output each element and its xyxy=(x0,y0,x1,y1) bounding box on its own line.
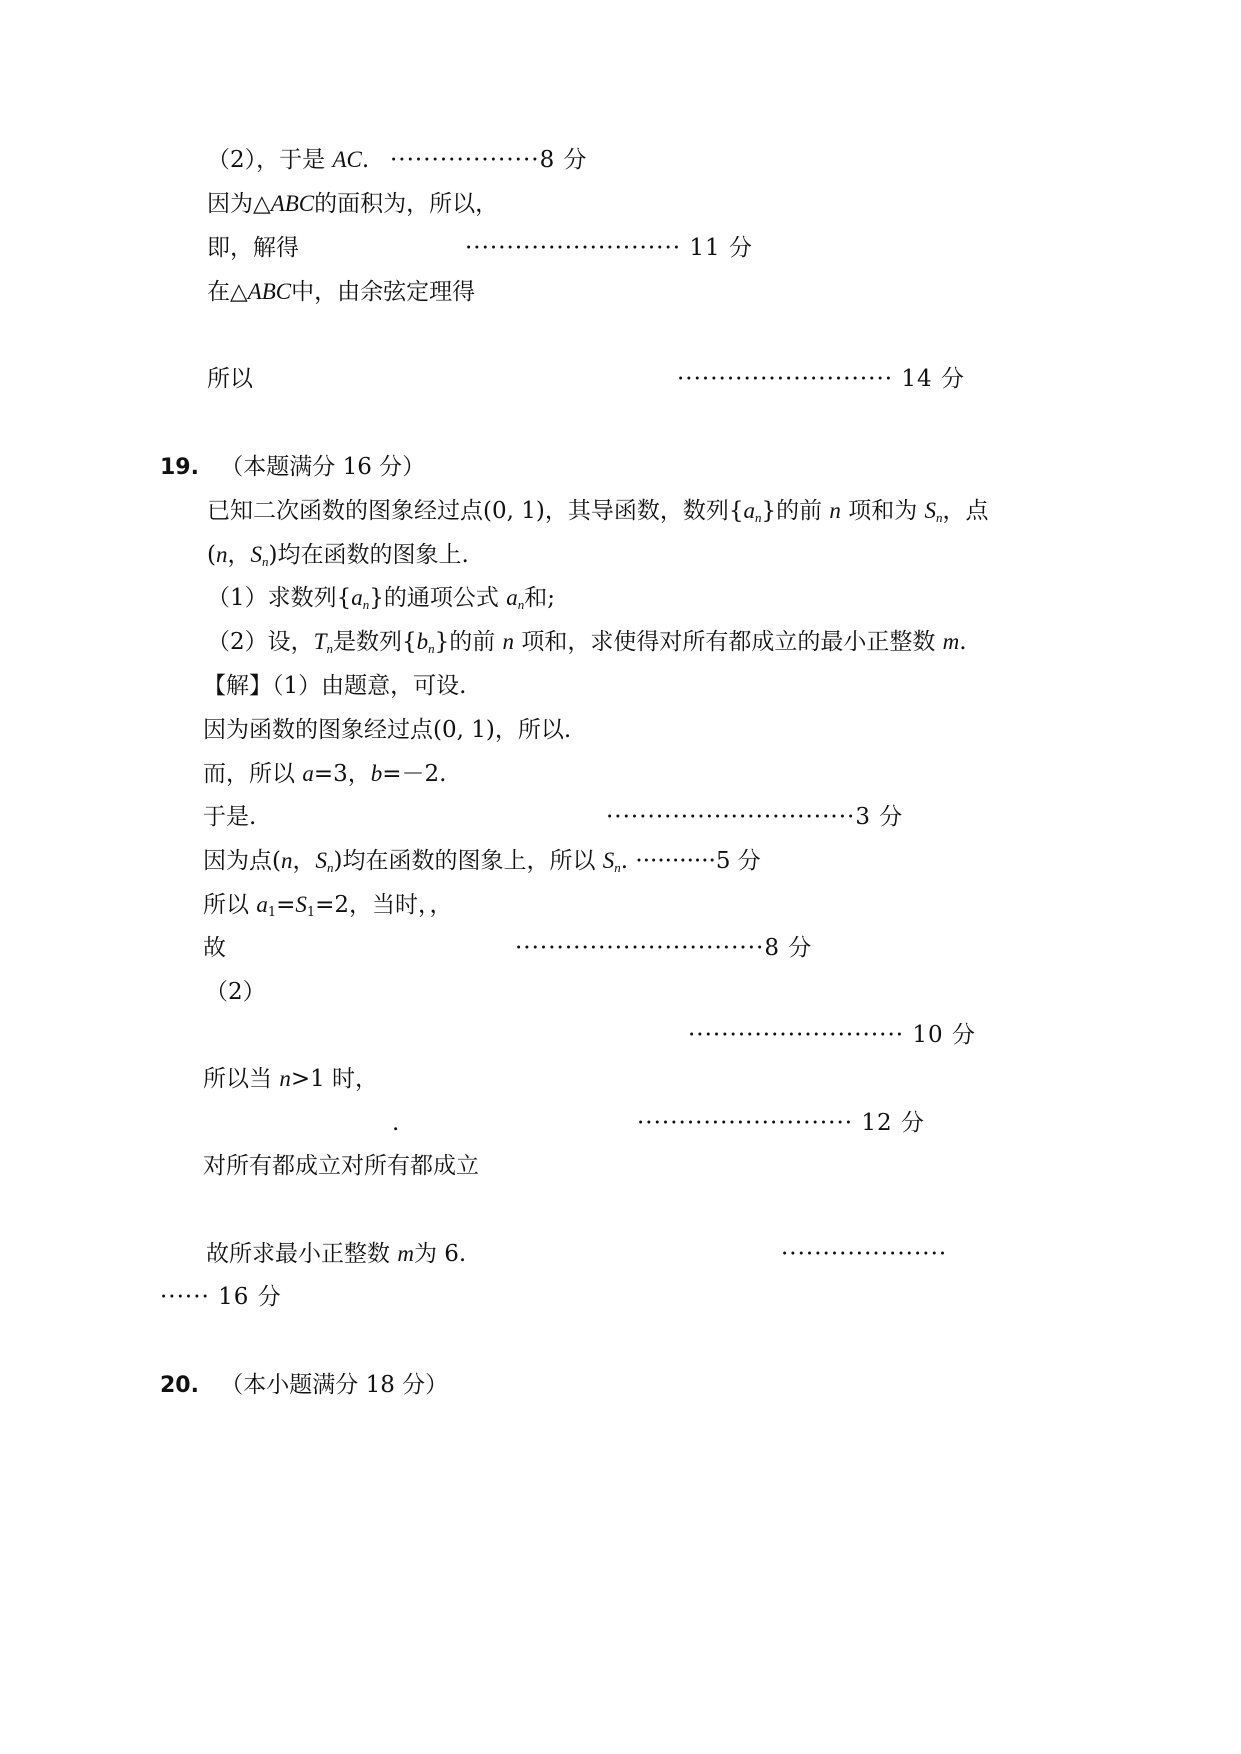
line-therefore: 所以 xyxy=(207,366,253,392)
solution-line-5: 因为点(n，$S_n$)均在函数的图象上，所以 $S_n$. ···········5 分 xyxy=(203,848,761,875)
solution-line-10: 所以当 n>1 时， xyxy=(203,1066,379,1092)
problem-line-2: (n，$S_n$)均在函数的图象上. xyxy=(207,542,469,569)
solution-line-4: 于是. xyxy=(203,804,257,830)
solution-line-7: 故 xyxy=(203,935,226,961)
score-3: ······························3 分 xyxy=(606,804,904,830)
question-points: （本小题满分 18 分） xyxy=(220,1372,449,1398)
line-cosine: 在△ABC中，由余弦定理得 xyxy=(207,279,476,305)
problem-part-1: （1）求数列$\{a_n\}$的通项公式 $a_n$和; xyxy=(207,585,555,612)
solution-part-2: （2） xyxy=(205,979,266,1005)
solution-line-11-dot: . xyxy=(392,1110,400,1136)
solution-line-3: 而，所以 a=3，b=－2. xyxy=(203,761,447,787)
line-area: 因为△ABC的面积为，所以， xyxy=(207,191,499,217)
problem-part-2: （2）设，$T_n$是数列$\{b_n\}$的前 n 项和，求使得对所有都成立的最小正整数 m. xyxy=(207,629,967,656)
question-number: 20. xyxy=(160,1373,199,1398)
score-11: ·························· 11 分 xyxy=(465,235,753,261)
question-number: 19. xyxy=(160,455,199,480)
score-12: ·························· 12 分 xyxy=(637,1110,925,1136)
question-19-header xyxy=(160,452,425,483)
score-8: ··················8 分 xyxy=(390,147,588,173)
solution-line-1: 【解】（1）由题意，可设. xyxy=(203,673,467,699)
line-solve: 即，解得 xyxy=(207,235,299,261)
score-10: ·························· 10 分 xyxy=(688,1022,976,1048)
score-16-dots: ···················· xyxy=(781,1241,948,1267)
solution-line-6: 所以 $a_1=S_1=2$，当时，， xyxy=(203,892,453,920)
line-ac: （2），于是 AC. xyxy=(207,147,370,173)
problem-line-1: 已知二次函数的图象经过点(0, 1)，其导函数，数列$\{a_n\}$的前 n 项和为 $S_n$，点 xyxy=(207,498,989,525)
solution-line-2: 因为函数的图象经过点(0, 1)，所以. xyxy=(203,717,572,743)
question-points: （本题满分 16 分） xyxy=(220,454,426,480)
score-8b: ······························8 分 xyxy=(515,935,813,961)
solution-line-12: 对所有都成立对所有都成立 xyxy=(203,1153,479,1179)
question-20-header xyxy=(160,1370,448,1401)
score-14: ·························· 14 分 xyxy=(677,366,965,392)
score-16: ······ 16 分 xyxy=(160,1284,282,1310)
solution-line-13: 故所求最小正整数 m为 6. xyxy=(206,1241,467,1267)
